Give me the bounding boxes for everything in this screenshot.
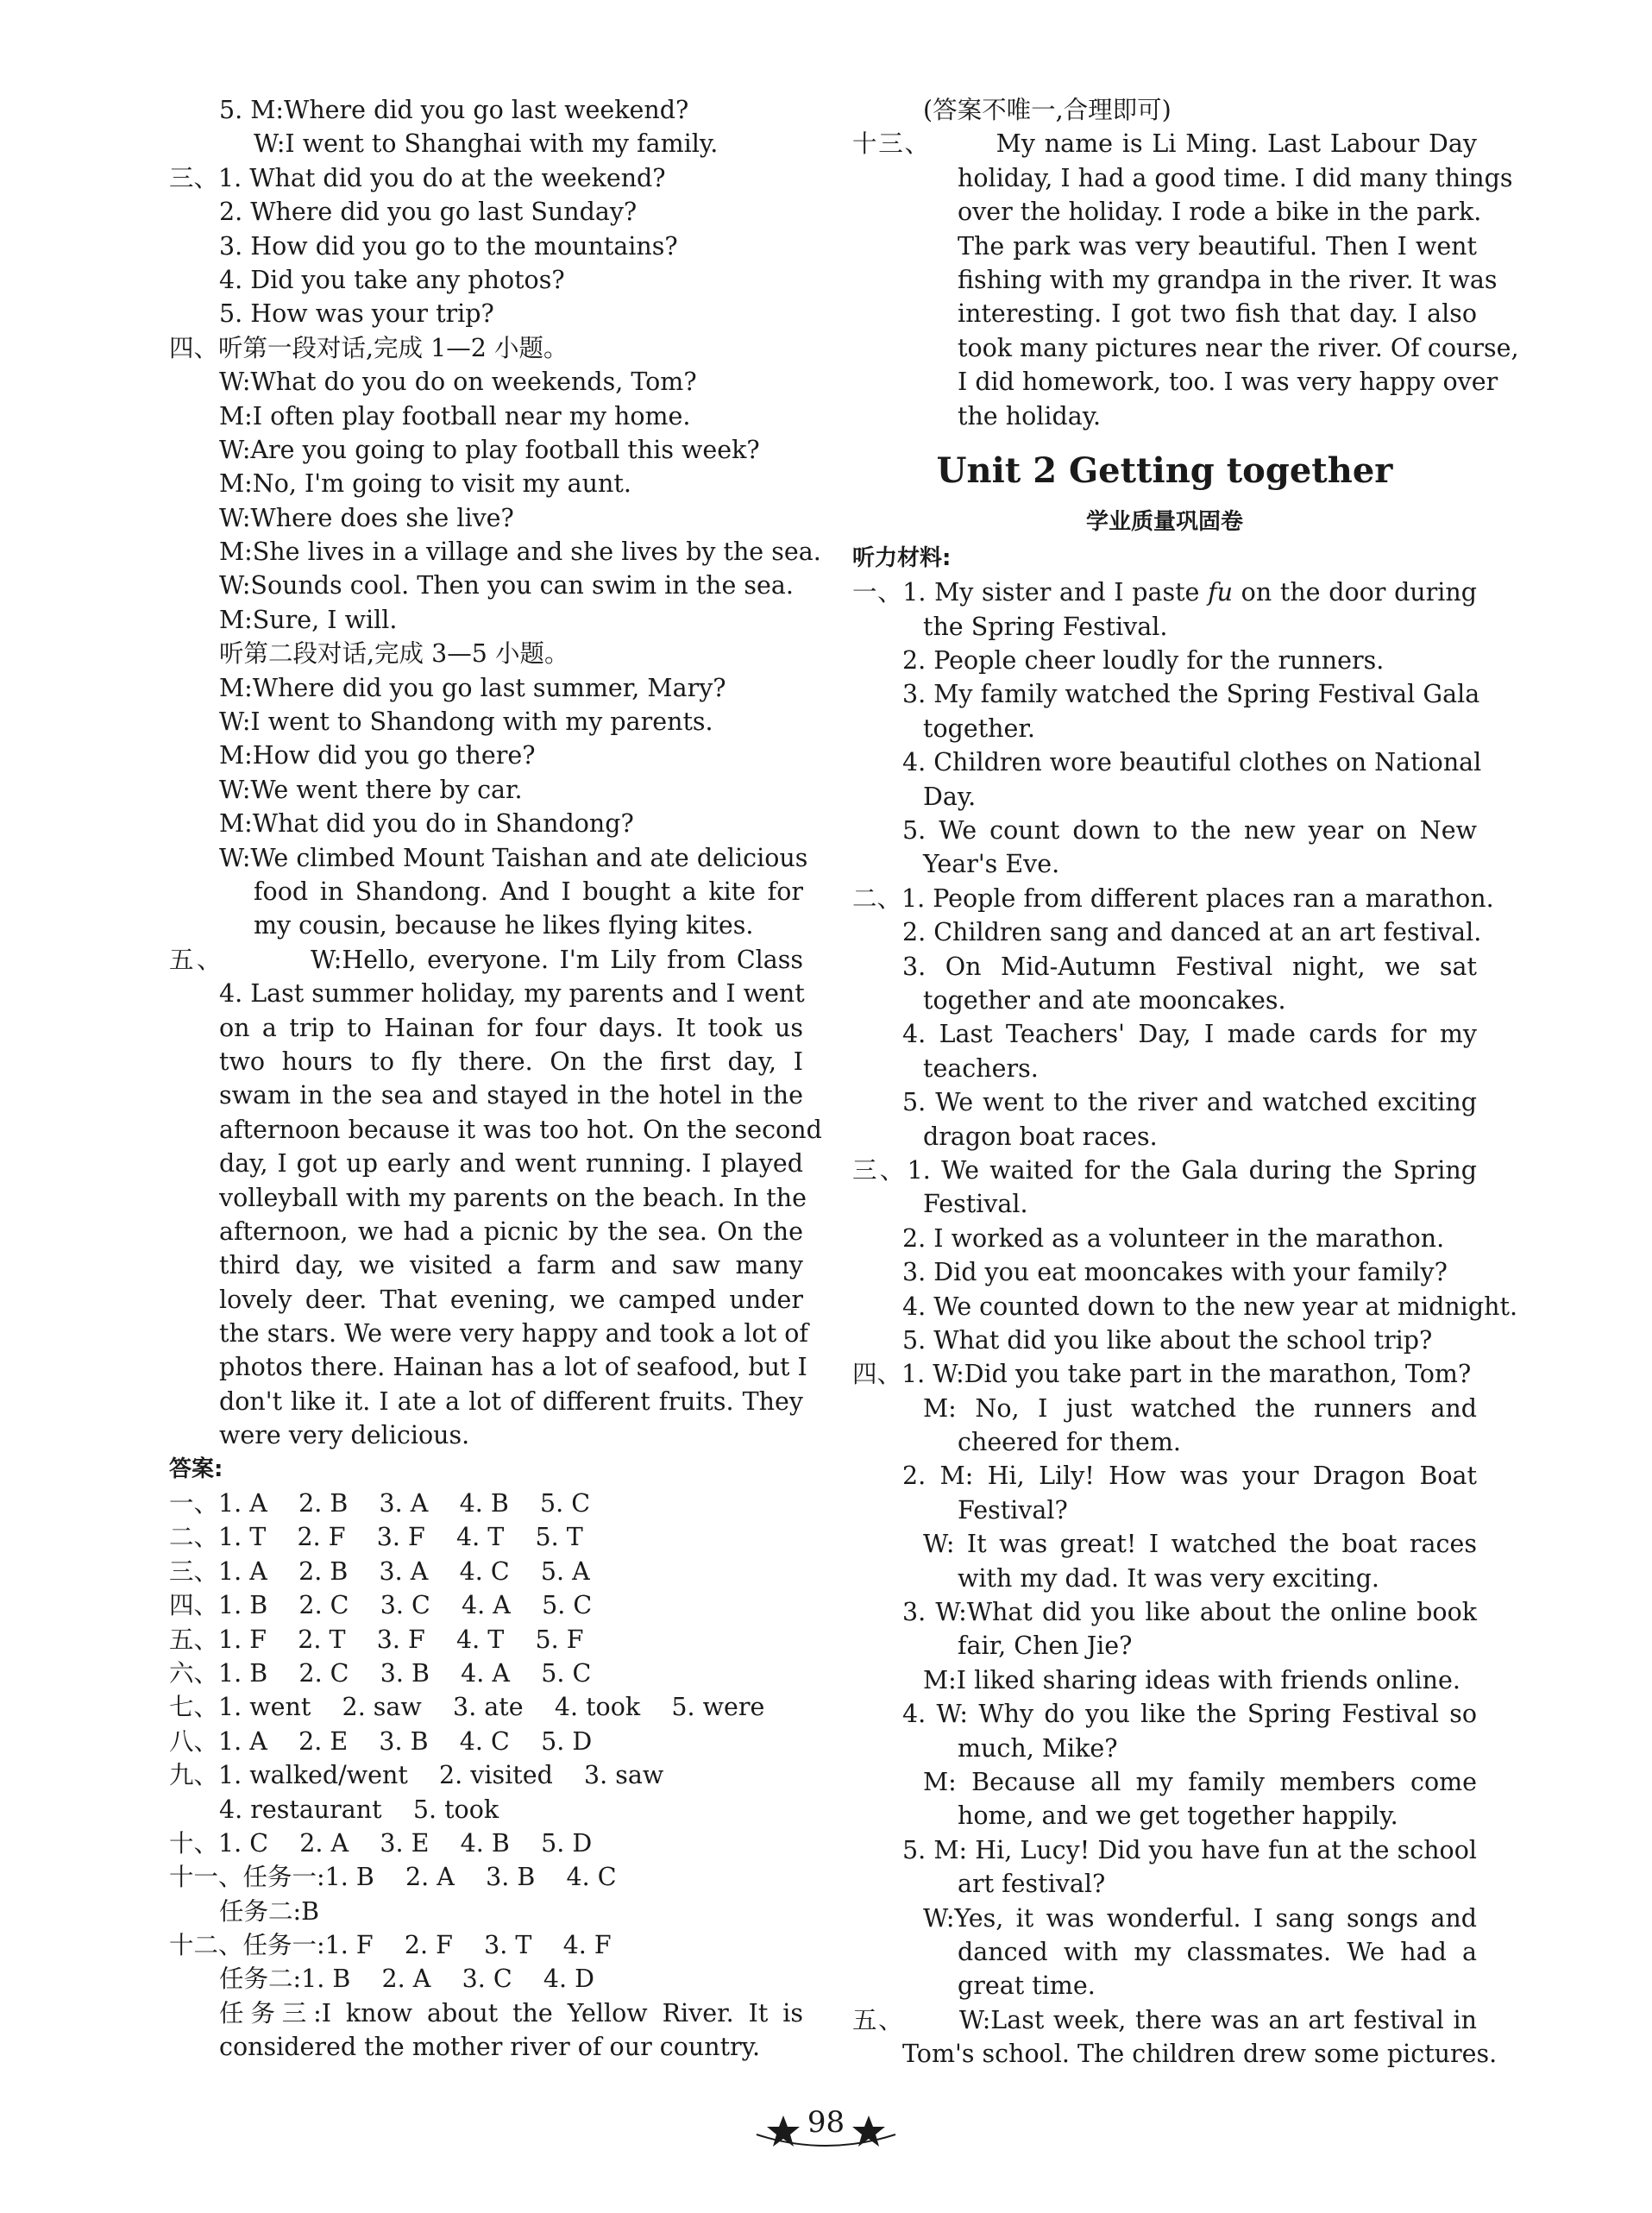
text-line: third day, we visited a farm and saw many [219,1251,803,1280]
text-line: fishing with my grandpa in the river. It was [958,265,1498,294]
text-line: 3. My family watched the Spring Festival Gala [902,680,1480,709]
text-line: M:No, I'm going to visit my aunt. [219,469,631,499]
text-line: together and ate mooncakes. [923,985,1286,1015]
text-line: 5. M:Where did you go last weekend? [219,96,689,124]
text-line: 5. M: Hi, Lucy! Did you have fun at the school [902,1835,1477,1864]
text-line: 任务三:I know about the Yellow River. It is [219,1998,803,2028]
text-line: 六、1. B 2. C 3. B 4. A 5. C [169,1658,592,1688]
text-line: fair, Chen Jie? [958,1631,1133,1661]
text-line: 十三、 My name is Li Ming. Last Labour Day [852,129,1477,159]
text-line: 2. I worked as a volunteer in the marathon. [902,1223,1445,1253]
text-line: don't like it. I ate a lot of different fruits. They [219,1386,803,1416]
essay-block [852,93,1519,433]
text-line: over the holiday. I rode a bike in the park. [958,198,1482,227]
text-line: M:What did you do in Shandong? [219,809,634,839]
text-line: lovely deer. That evening, we camped under [219,1285,803,1314]
text-line: Festival. [923,1190,1028,1219]
text-line: afternoon because it was too hot. On the second [219,1115,822,1144]
text-line: W:Sounds cool. Then you can swim in the sea. [219,571,794,600]
text-line: 2. Where did you go last Sunday? [219,198,638,227]
text-line: 2. Children sang and danced at an art festival. [902,918,1482,947]
text-line: 五、 W:Last week, there was an art festival in [852,2005,1477,2034]
text-line: 八、1. A 2. E 3. B 4. C 5. D [169,1726,593,1756]
text-line: 二、1. People from different places ran a marathon. [852,883,1494,913]
text-line: 4. Children wore beautiful clothes on National [902,748,1482,777]
text-line: 4. restaurant 5. took [219,1795,499,1824]
text-line: W:Yes, it was wonderful. I sang songs and [923,1903,1477,1933]
text-line: on a trip to Hainan for four days. It took us [219,1013,803,1042]
text-line: M:Sure, I will. [219,605,398,634]
text-line: 一、1. My sister and I paste fu on the door during [852,578,1478,607]
text-line: danced with my classmates. We had a [958,1937,1477,1966]
listening-block [852,610,1518,2072]
swoosh-decoration [755,2131,897,2152]
unit-title: Unit 2 Getting together [936,450,1393,491]
text-line: together. [923,714,1035,743]
text-line: 一、1. A 2. B 3. A 4. B 5. C [169,1489,591,1518]
text-line: W:We climbed Mount Taishan and ate delicious [219,843,808,872]
text-line: 三、1. A 2. B 3. A 4. C 5. A [169,1556,590,1586]
text-line: 七、1. went 2. saw 3. ate 4. took 5. were [169,1693,765,1722]
text-line: my cousin, because he likes flying kites. [254,911,754,940]
right-column [852,93,1519,2071]
text-line: 2. M: Hi, Lily! How was your Dragon Boat [902,1462,1477,1491]
text-line: food in Shandong. And I bought a kite for [254,877,803,906]
text-line: Year's Eve. [923,850,1060,879]
text-line: 任务二:B [219,1896,320,1926]
text-line: I did homework, too. I was very happy over [958,368,1498,397]
text-line: two hours to fly there. On the first day, I [219,1047,803,1076]
text-line: 5. We went to the river and watched exciting [902,1088,1477,1117]
text-line: W:I went to Shanghai with my family. [254,129,719,159]
text-line: 5. We count down to the new year on New [902,816,1477,846]
text-line: 3. On Mid-Autumn Festival night, we sat [902,952,1477,981]
page-footer [0,2097,1652,2166]
text-line: 十二、任务一:1. F 2. F 3. T 4. F [169,1931,612,1960]
text-line: 三、1. We waited for the Gala during the Spring [852,1155,1477,1185]
text-line: W:What do you do on weekends, Tom? [219,368,697,397]
text-line: 4. We counted down to the new year at midnight. [902,1292,1518,1321]
text-line: 答案: [169,1455,223,1482]
text-line: were very delicious. [219,1421,470,1450]
text-line: M:She lives in a village and she lives by the sea. [219,538,821,567]
text-line: the stars. We were very happy and took a lot of [219,1319,808,1349]
text-line: (答案不唯一,合理即可) [923,96,1171,124]
text-line: Festival? [958,1495,1068,1525]
text-line: M: No, I just watched the runners and [923,1393,1477,1423]
text-line: 3. Did you eat mooncakes with your family? [902,1258,1448,1287]
text-line: the Spring Festival. [923,612,1168,641]
text-line: M:How did you go there? [219,741,536,770]
text-line: home, and we get together happily. [958,1801,1398,1831]
text-line: 二、1. T 2. F 3. F 4. T 5. T [169,1523,583,1552]
text-line: considered the mother river of our country. [219,2033,761,2062]
text-line: took many pictures near the river. Of course, [958,333,1519,362]
text-line: 四、听第一段对话,完成 1—2 小题。 [169,333,568,362]
text-line: M: Because all my family members come [923,1767,1477,1796]
text-line: cheered for them. [958,1428,1181,1457]
text-line: photos there. Hainan has a lot of seafood, but I [219,1353,807,1382]
text-line: teachers. [923,1053,1039,1083]
text-line: 4. Last Teachers' Day, I made cards for my [902,1020,1477,1049]
text-line: art festival? [958,1870,1106,1899]
text-line: The park was very beautiful. Then I went [958,231,1477,261]
text-line: 任务二:1. B 2. A 3. C 4. D [219,1965,595,1994]
text-line: 九、1. walked/went 2. visited 3. saw [169,1761,664,1790]
left-column [169,93,822,2065]
text-line: 5. How was your trip? [219,299,494,329]
text-line: 五、 W:Hello, everyone. I'm Lily from Class [169,945,803,974]
text-line: 4. Did you take any photos? [219,265,565,294]
text-line: 3. W:What did you like about the online book [902,1598,1477,1627]
section-title: 学业质量巩固卷 [1085,508,1243,535]
text-line: M:Where did you go last summer, Mary? [219,673,726,702]
text-line: afternoon, we had a picnic by the sea. On the [219,1217,803,1246]
text-line: M:I often play football near my home. [219,401,691,431]
text-line: great time. [958,1971,1096,2001]
text-line: 4. W: Why do you like the Spring Festival so [902,1700,1477,1729]
text-line: 四、1. W:Did you take part in the marathon, Tom? [852,1360,1472,1389]
text-line: W: It was great! I watched the boat races [923,1530,1477,1559]
text-line: W:I went to Shandong with my parents. [219,707,713,737]
text-line: 十一、任务一:1. B 2. A 3. B 4. C [169,1863,617,1892]
text-line: 5. What did you like about the school trip? [902,1325,1433,1355]
text-line: volleyball with my parents on the beach. In the [219,1183,807,1212]
text-line: holiday, I had a good time. I did many things [958,163,1513,192]
text-line: W:We went there by car. [219,775,523,804]
text-line: 十、1. C 2. A 3. E 4. B 5. D [169,1828,593,1858]
text-line: 五、1. F 2. T 3. F 4. T 5. F [169,1625,584,1654]
text-line: 2. People cheer loudly for the runners. [902,646,1385,676]
text-line: 3. How did you go to the mountains? [219,231,678,261]
text-line: swam in the sea and stayed in the hotel in the [219,1081,803,1110]
text-line: Tom's school. The children drew some pictures. [902,2040,1498,2069]
text-line: Day. [923,782,977,811]
listening-label: 听力材料: [852,544,952,571]
text-line: W:Are you going to play football this week? [219,435,760,464]
text-line: 四、1. B 2. C 3. C 4. A 5. C [169,1591,593,1620]
text-line: the holiday. [958,401,1102,431]
text-line: day, I got up early and went running. I played [219,1149,803,1179]
text-line: much, Mike? [958,1733,1118,1763]
text-line: interesting. I got two fish that day. I also [958,299,1477,329]
text-line: 三、1. What did you do at the weekend? [169,163,666,192]
text-line: 4. Last summer holiday, my parents and I went [219,979,805,1009]
text-line: dragon boat races. [923,1122,1158,1151]
text-line: with my dad. It was very exciting. [958,1563,1379,1593]
text-line: M:I liked sharing ideas with friends online. [923,1665,1460,1694]
text-line: W:Where does she live? [219,503,514,532]
text-line: 听第二段对话,完成 3—5 小题。 [219,639,569,669]
page-number: 98 [807,2105,845,2140]
